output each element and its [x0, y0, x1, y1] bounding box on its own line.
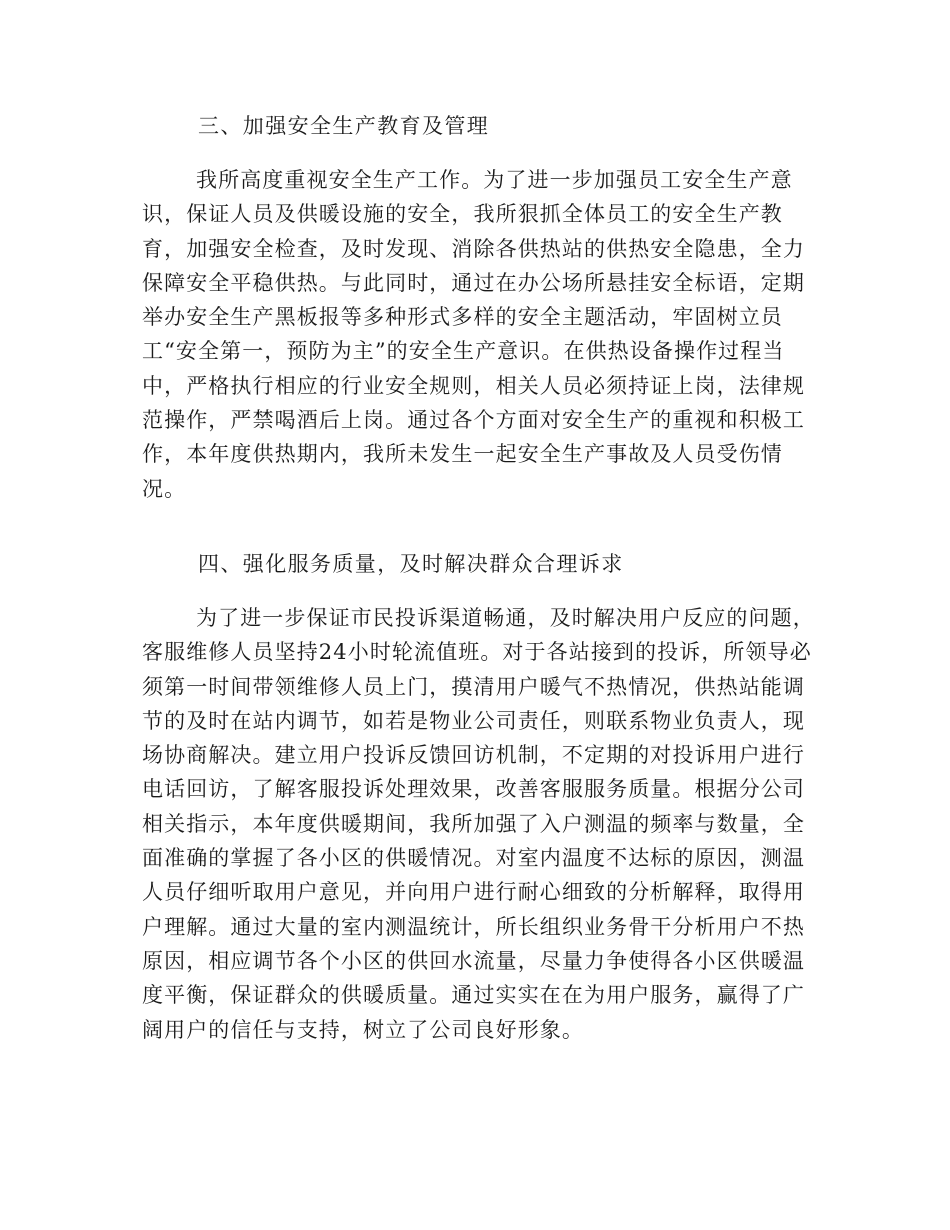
section-3-paragraph	[142, 163, 805, 506]
paragraph-line: 人员仔细听取用户意见，并向用户进行耐心细致的分析解释，取得用	[142, 880, 805, 905]
paragraph-line: 原因，相应调节各个小区的供回水流量，尽量力争使得各小区供暖温	[142, 948, 805, 973]
paragraph-line: 中，严格执行相应的行业安全规则，相关人员必须持证上岗，法律规	[142, 373, 805, 398]
paragraph-line: 面准确的掌握了各小区的供暖情况。对室内温度不达标的原因，测温	[142, 846, 805, 871]
paragraph-line: 范操作，严禁喝酒后上岗。通过各个方面对安全生产的重视和积极工	[142, 408, 805, 433]
paragraph-line: 为了进一步保证市民投诉渠道畅通，及时解决用户反应的问题，	[196, 606, 815, 630]
paragraph-line: 育，加强安全检查，及时发现、消除各供热站的供热安全隐患，全力	[142, 236, 805, 261]
paragraph-line: 电话回访，了解客服投诉处理效果，改善客服服务质量。根据分公司	[142, 777, 805, 802]
paragraph-line: 举办安全生产黑板报等多种形式多样的安全主题活动，牢固树立员	[142, 305, 783, 330]
paragraph-line: 保障安全平稳供热。与此同时，通过在办公场所悬挂安全标语，定期	[142, 270, 805, 295]
paragraph-line: 节的及时在站内调节，如若是物业公司责任，则联系物业负责人，现	[142, 708, 805, 733]
paragraph-line: 工“安全第一，预防为主”的安全生产意识。在供热设备操作过程当	[142, 339, 785, 364]
section-heading-3: 三、加强安全生产教育及管理	[198, 114, 490, 138]
paragraph-line: 度平衡，保证群众的供暖质量。通过实实在在为用户服务，赢得了广	[142, 983, 805, 1008]
section-4-paragraph	[142, 601, 815, 1047]
paragraph-line: 须第一时间带领维修人员上门，摸清用户暖气不热情况，供热站能调	[142, 674, 805, 699]
paragraph-line: 客服维修人员坚持24小时轮流值班。对于各站接到的投诉，所领导必	[142, 640, 812, 665]
paragraph-line: 户理解。通过大量的室内测温统计，所长组织业务骨干分析用户不热	[142, 914, 805, 939]
paragraph-line: 识，保证人员及供暖设施的安全，我所狠抓全体员工的安全生产教	[142, 202, 783, 227]
paragraph-line: 阔用户的信任与支持，树立了公司良好形象。	[142, 1017, 584, 1042]
paragraph-line: 场协商解决。建立用户投诉反馈回访机制，不定期的对投诉用户进行	[142, 743, 805, 768]
paragraph-line: 作，本年度供热期内，我所未发生一起安全生产事故及人员受伤情	[142, 442, 783, 467]
paragraph-line: 我所高度重视安全生产工作。为了进一步加强员工安全生产意	[196, 168, 793, 192]
section-heading-4: 四、强化服务质量，及时解决群众合理诉求	[198, 552, 624, 576]
paragraph-line: 相关指示，本年度供暖期间，我所加强了入户测温的频率与数量，全	[142, 811, 805, 836]
paragraph-line: 况。	[142, 476, 187, 501]
